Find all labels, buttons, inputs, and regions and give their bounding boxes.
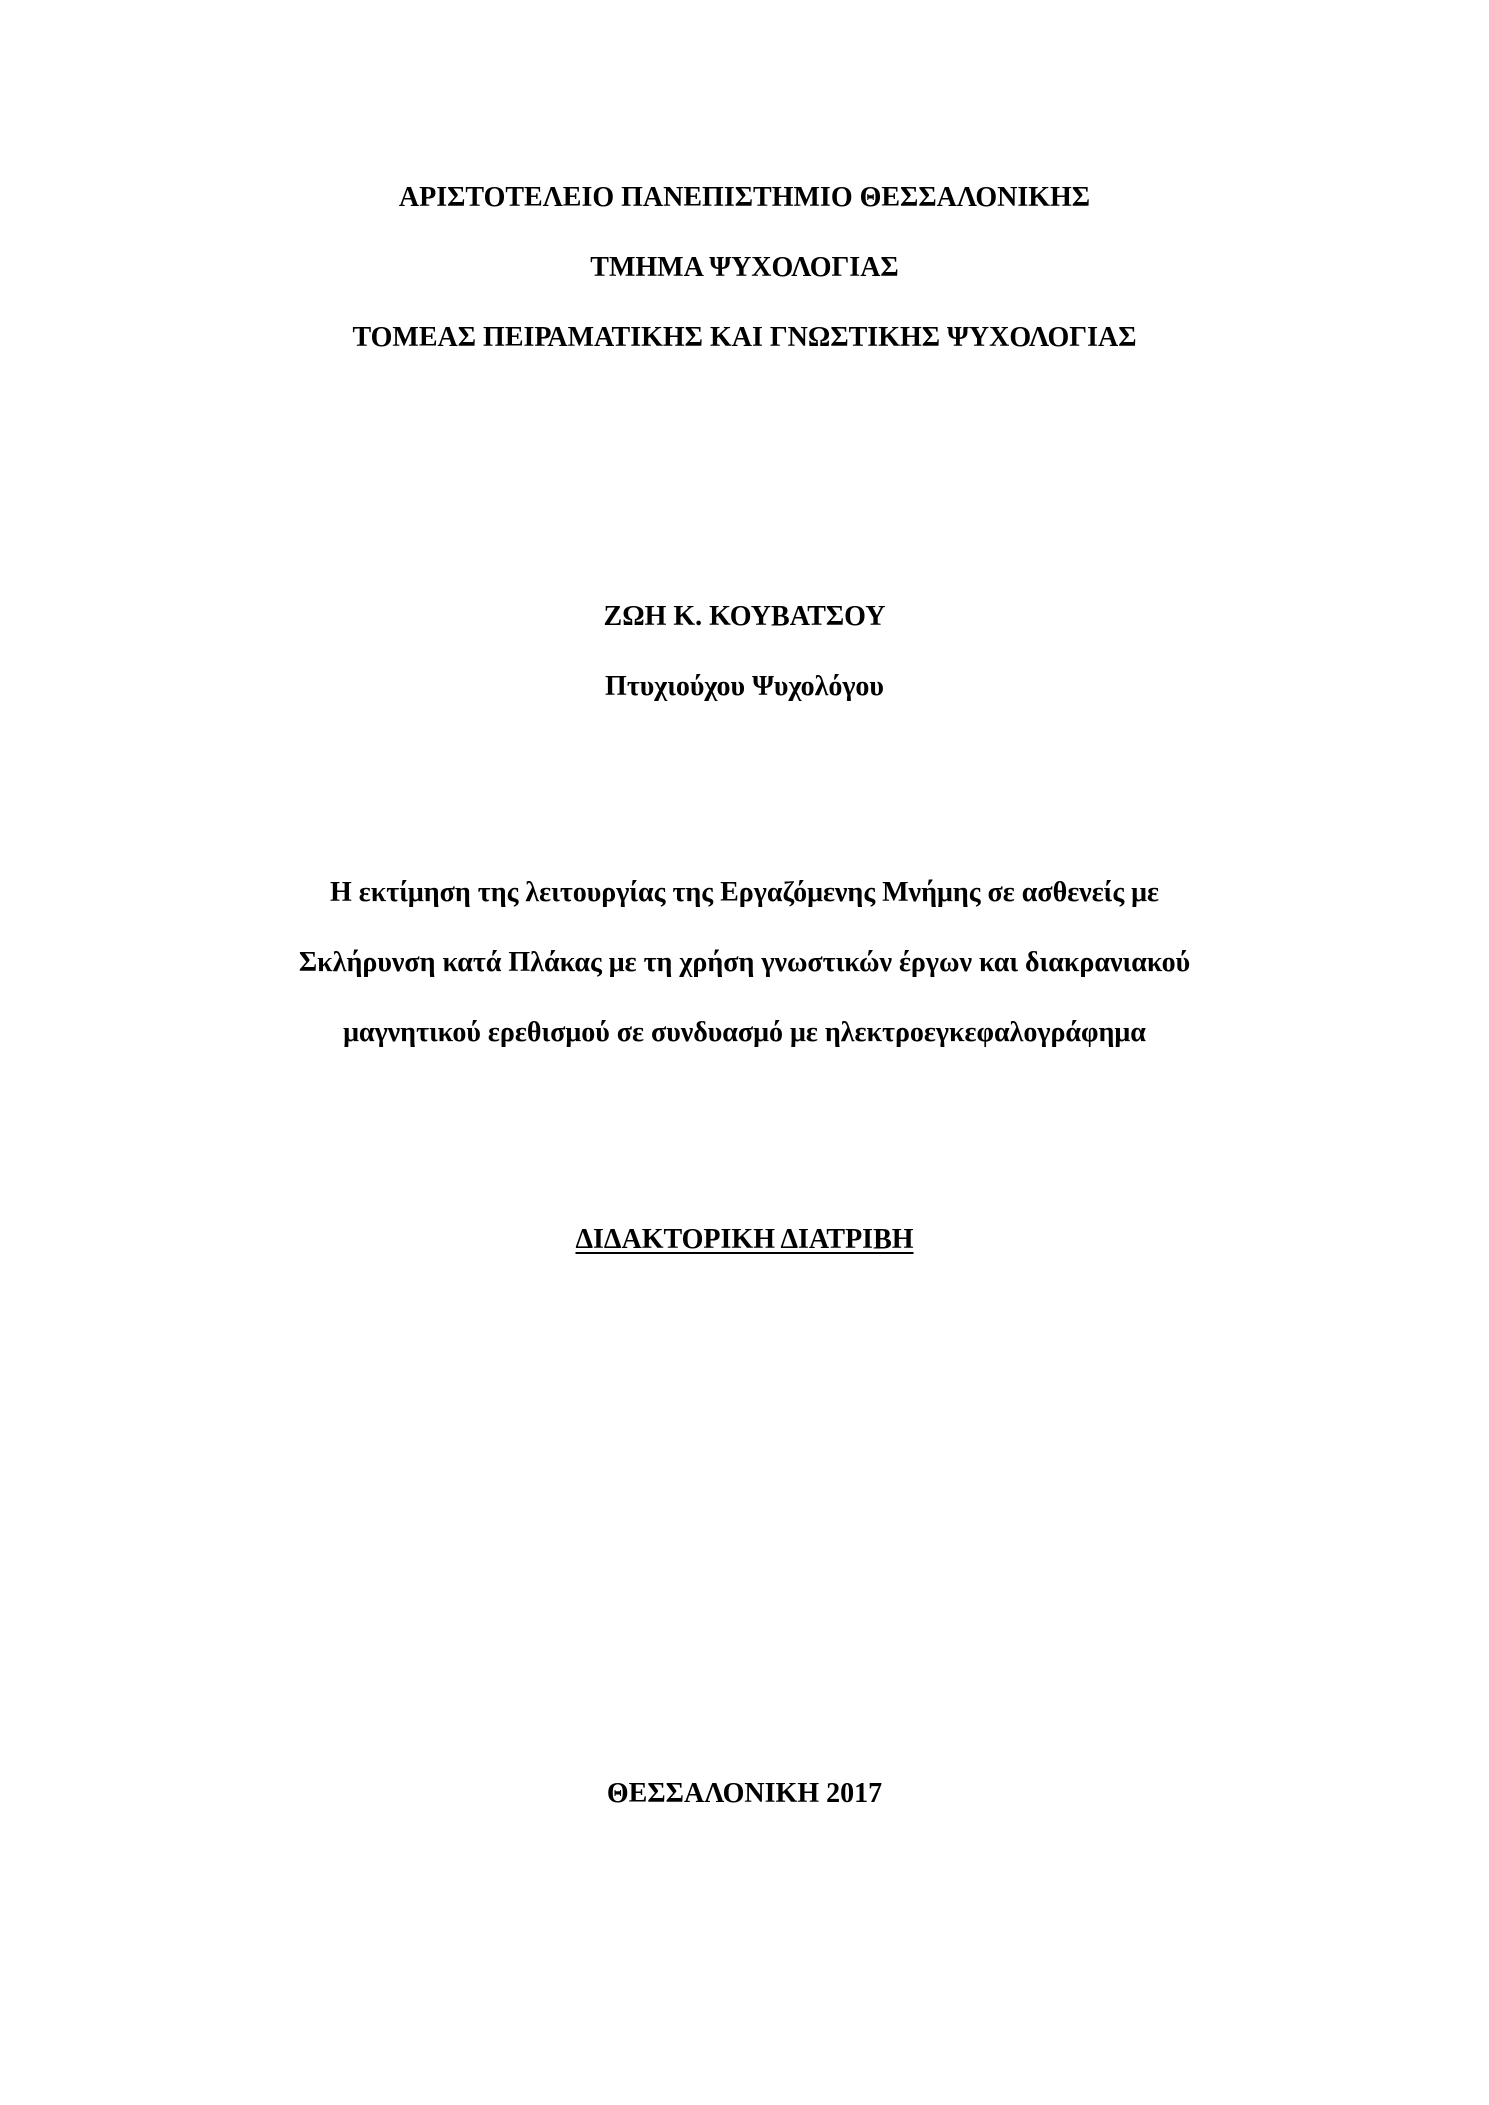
university-name: ΑΡΙΣΤΟΤΕΛΕΙΟ ΠΑΝΕΠΙΣΤΗΜΙΟ ΘΕΣΣΑΛΟΝΙΚΗΣ [398,182,1091,213]
author-name: ΖΩΗ Κ. ΚΟΥΒΑΤΣΟΥ [603,601,886,632]
department-name: ΤΜΗΜΑ ΨΥΧΟΛΟΓΙΑΣ [590,252,899,283]
thesis-title-line-1: Η εκτίμηση της λειτουργίας της Εργαζόμενης Μνήμης σε ασθενείς με [330,877,1159,908]
thesis-title-line-2: Σκλήρυνση κατά Πλάκας με τη χρήση γνωστικών έργων και διακρανιακού [298,947,1191,978]
document-type-label: ΔΙΔΑΚΤΟΡΙΚΗ ΔΙΑΤΡΙΒΗ [575,1224,914,1255]
sector-name: ΤΟΜΕΑΣ ΠΕΙΡΑΜΑΤΙΚΗΣ ΚΑΙ ΓΝΩΣΤΙΚΗΣ ΨΥΧΟΛΟΓΙΑΣ [352,322,1137,353]
document-type [0,1223,1489,1257]
place-year: ΘΕΣΣΑΛΟΝΙΚΗ 2017 [606,1778,883,1809]
thesis-title-line-3: μαγνητικού ερεθισμού σε συνδυασμό με ηλεκτροεγκεφαλογράφημα [343,1017,1146,1048]
author-degree: Πτυχιούχου Ψυχολόγου [605,671,884,702]
